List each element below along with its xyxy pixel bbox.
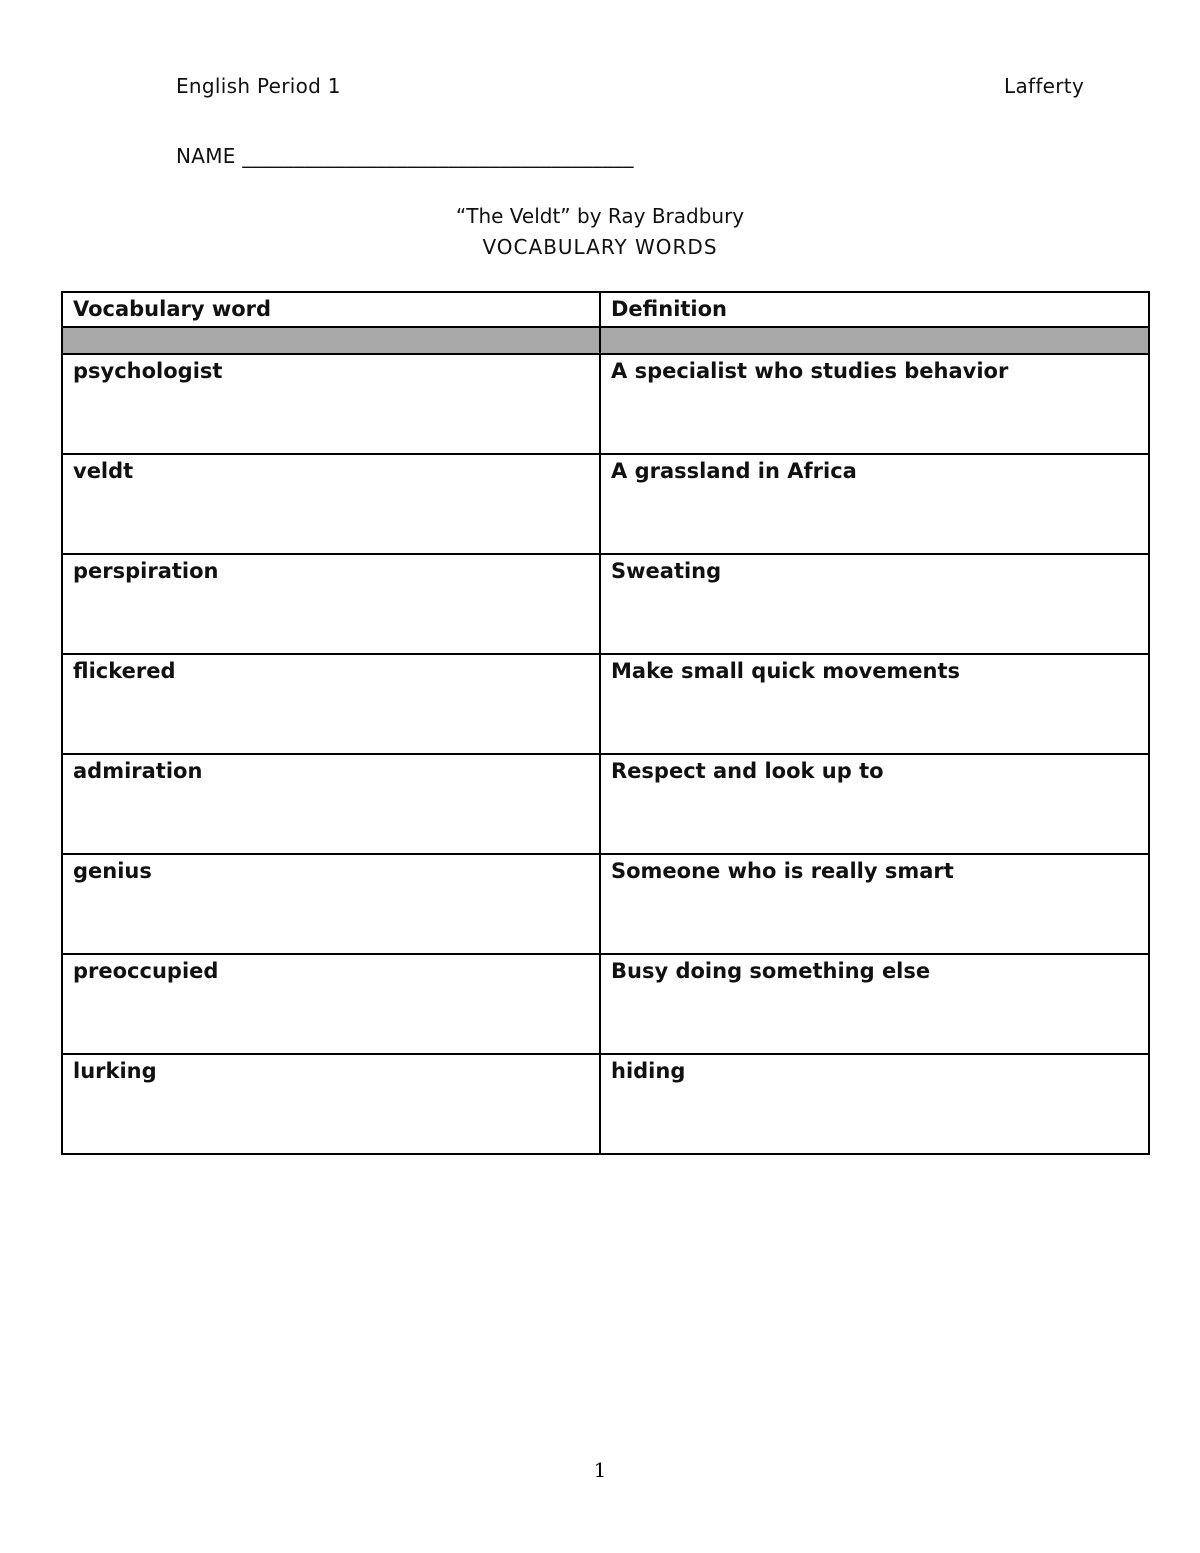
table-row xyxy=(62,754,1149,854)
shaded-divider-row xyxy=(62,327,1149,354)
column-header-definition: Definition xyxy=(600,292,1149,327)
table-row xyxy=(62,554,1149,654)
vocabulary-table xyxy=(61,291,1150,1155)
table-row xyxy=(62,1054,1149,1154)
column-header-word: Vocabulary word xyxy=(62,292,600,327)
definition-cell: Make small quick movements xyxy=(600,654,1149,754)
shaded-cell xyxy=(600,327,1149,354)
definition-cell: hiding xyxy=(600,1054,1149,1154)
course-label: English Period 1 xyxy=(176,74,341,98)
word-cell: perspiration xyxy=(62,554,600,654)
student-name-line: NAME ______________________________________ xyxy=(176,144,634,168)
table-row xyxy=(62,654,1149,754)
table-row xyxy=(62,454,1149,554)
definition-cell: Respect and look up to xyxy=(600,754,1149,854)
document-subtitle: VOCABULARY WORDS xyxy=(482,235,718,259)
word-cell: preoccupied xyxy=(62,954,600,1054)
table-row xyxy=(62,854,1149,954)
definition-cell: Busy doing something else xyxy=(600,954,1149,1054)
definition-cell: Someone who is really smart xyxy=(600,854,1149,954)
document-title: “The Veldt” by Ray Bradbury xyxy=(455,204,745,228)
word-cell: veldt xyxy=(62,454,600,554)
page-number: 1 xyxy=(593,1458,607,1482)
teacher-name: Lafferty xyxy=(1004,74,1085,98)
word-cell: lurking xyxy=(62,1054,600,1154)
word-cell: admiration xyxy=(62,754,600,854)
table-header-row xyxy=(62,292,1149,327)
shaded-cell xyxy=(62,327,600,354)
table-row xyxy=(62,954,1149,1054)
definition-cell: A specialist who studies behavior xyxy=(600,354,1149,454)
table-row xyxy=(62,354,1149,454)
definition-cell: Sweating xyxy=(600,554,1149,654)
word-cell: psychologist xyxy=(62,354,600,454)
definition-cell: A grassland in Africa xyxy=(600,454,1149,554)
word-cell: genius xyxy=(62,854,600,954)
word-cell: flickered xyxy=(62,654,600,754)
